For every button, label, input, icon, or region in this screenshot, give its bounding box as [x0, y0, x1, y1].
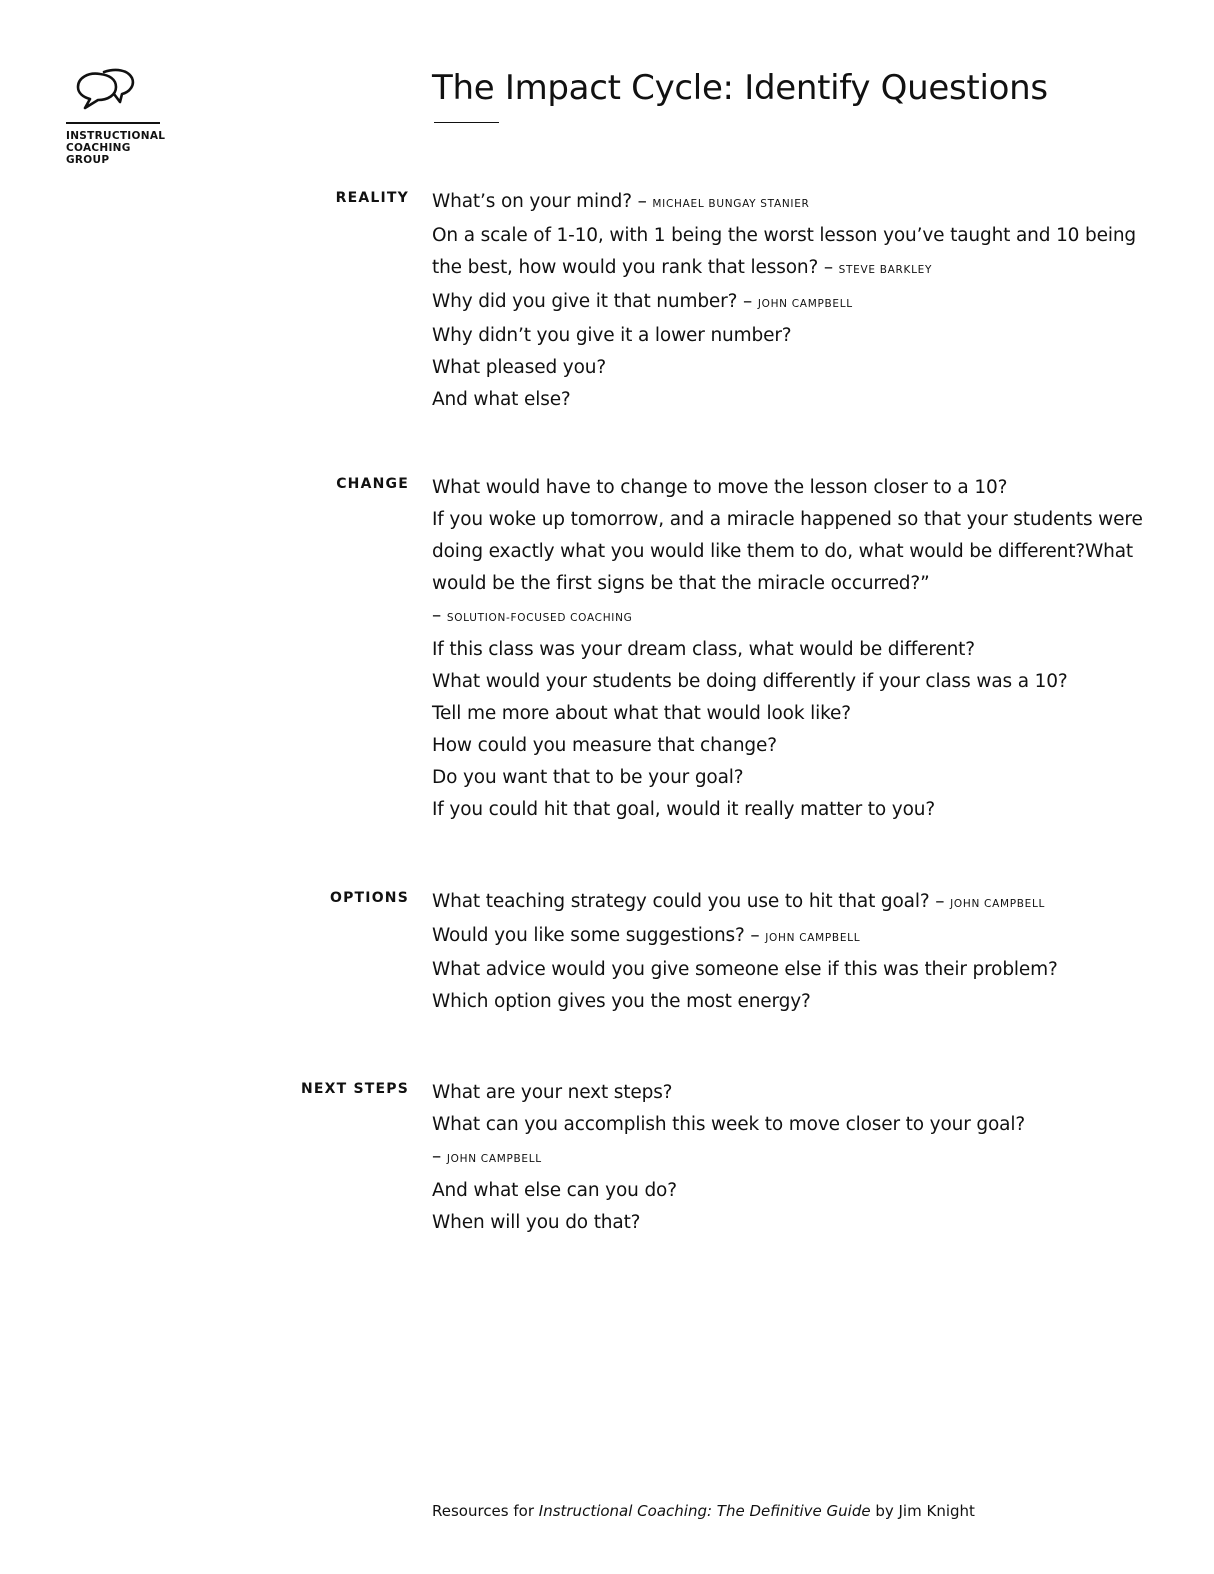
attribution-dash: – — [432, 1146, 447, 1167]
attribution-line — [432, 600, 1152, 634]
attribution-dash: – — [818, 257, 839, 278]
question-text: And what else? — [432, 389, 571, 410]
question-text: What would have to change to move the lesson closer to a 10? — [432, 477, 1008, 498]
question-item — [432, 220, 1152, 286]
footer-suffix: by Jim Knight — [870, 1502, 975, 1520]
title-underline — [434, 122, 499, 123]
question-text: What can you accomplish this week to move closer to your goal? — [432, 1114, 1026, 1135]
attribution: SOLUTION-FOCUSED COACHING — [446, 612, 633, 624]
question-item — [432, 1207, 1152, 1239]
question-item — [432, 886, 1152, 920]
question-item — [432, 730, 1152, 762]
question-item — [432, 986, 1152, 1018]
attribution: JOHN CAMPBELL — [765, 932, 861, 944]
question-item — [432, 186, 1152, 220]
question-item — [432, 794, 1152, 826]
question-text: Which option gives you the most energy? — [432, 991, 811, 1012]
question-item — [432, 1077, 1152, 1109]
section-label-options: OPTIONS — [329, 890, 409, 906]
question-item — [432, 762, 1152, 794]
logo-line-2: COACHING — [66, 142, 131, 154]
question-text: When will you do that? — [432, 1212, 641, 1233]
attribution: STEVE BARKLEY — [838, 264, 933, 276]
section-label-next-steps: NEXT STEPS — [300, 1081, 409, 1097]
attribution-dash: – — [744, 925, 766, 946]
logo — [66, 66, 166, 166]
question-text: What are your next steps? — [432, 1082, 673, 1103]
question-text: Why did you give it that number? — [432, 291, 738, 312]
question-text: How could you measure that change? — [432, 735, 777, 756]
attribution-dash: – — [631, 191, 653, 212]
question-item — [432, 698, 1152, 730]
question-text: And what else can you do? — [432, 1180, 677, 1201]
question-item — [432, 504, 1152, 600]
question-item — [432, 352, 1152, 384]
attribution: JOHN CAMPBELL — [757, 298, 853, 310]
question-list-change — [432, 472, 1152, 826]
question-text: On a scale of 1-10, with 1 being the worst lesson you’ve taught and 10 being the best, how would you rank that lesson? — [432, 225, 1137, 278]
question-text: Tell me more about what that would look like? — [432, 703, 851, 724]
footer-book-title: Instructional Coaching: The Definitive Guide — [538, 1502, 871, 1520]
question-text: What would your students be doing differently if your class was a 10? — [432, 671, 1068, 692]
question-text: What’s on your mind? — [432, 191, 632, 212]
speech-bubbles-icon — [74, 66, 146, 112]
section-label-reality: REALITY — [335, 190, 409, 206]
question-text: If this class was your dream class, what would be different? — [432, 639, 975, 660]
attribution: JOHN CAMPBELL — [950, 898, 1046, 910]
question-list-next-steps — [432, 1077, 1152, 1239]
question-list-reality — [432, 186, 1152, 416]
logo-line-3: GROUP — [66, 154, 110, 166]
question-item — [432, 920, 1152, 954]
question-list-options — [432, 886, 1152, 1018]
footer-prefix: Resources for — [432, 1502, 539, 1520]
question-item — [432, 472, 1152, 504]
question-text: What advice would you give someone else if this was their problem? — [432, 959, 1058, 980]
attribution: JOHN CAMPBELL — [446, 1153, 542, 1165]
question-text: If you could hit that goal, would it really matter to you? — [432, 799, 935, 820]
section-label-change: CHANGE — [336, 476, 409, 492]
logo-rule — [66, 122, 160, 124]
logo-wordmark — [66, 130, 166, 166]
attribution-dash: – — [432, 605, 447, 626]
question-item — [432, 666, 1152, 698]
attribution-line — [432, 1141, 1152, 1175]
question-item — [432, 634, 1152, 666]
question-text: Why didn’t you give it a lower number? — [432, 325, 792, 346]
question-item — [432, 384, 1152, 416]
question-item — [432, 286, 1152, 320]
question-text: If you woke up tomorrow, and a miracle happened so that your students were doing exactly what you would like them to do, what would be different?What would be the first signs be that the miracle occurred?” — [432, 509, 1143, 594]
question-text: What pleased you? — [432, 357, 606, 378]
attribution-dash: – — [737, 291, 758, 312]
page-title: The Impact Cycle: Identify Questions — [432, 68, 1048, 108]
question-text: What teaching strategy could you use to hit that goal? — [432, 891, 930, 912]
footer-credit — [432, 1502, 975, 1520]
question-text: Would you like some suggestions? — [432, 925, 745, 946]
attribution-dash: – — [929, 891, 951, 912]
question-item — [432, 320, 1152, 352]
logo-line-1: INSTRUCTIONAL — [66, 130, 166, 142]
attribution: MICHAEL BUNGAY STANIER — [652, 198, 810, 210]
question-text: Do you want that to be your goal? — [432, 767, 744, 788]
question-item — [432, 1175, 1152, 1207]
question-item — [432, 954, 1152, 986]
question-item — [432, 1109, 1152, 1141]
